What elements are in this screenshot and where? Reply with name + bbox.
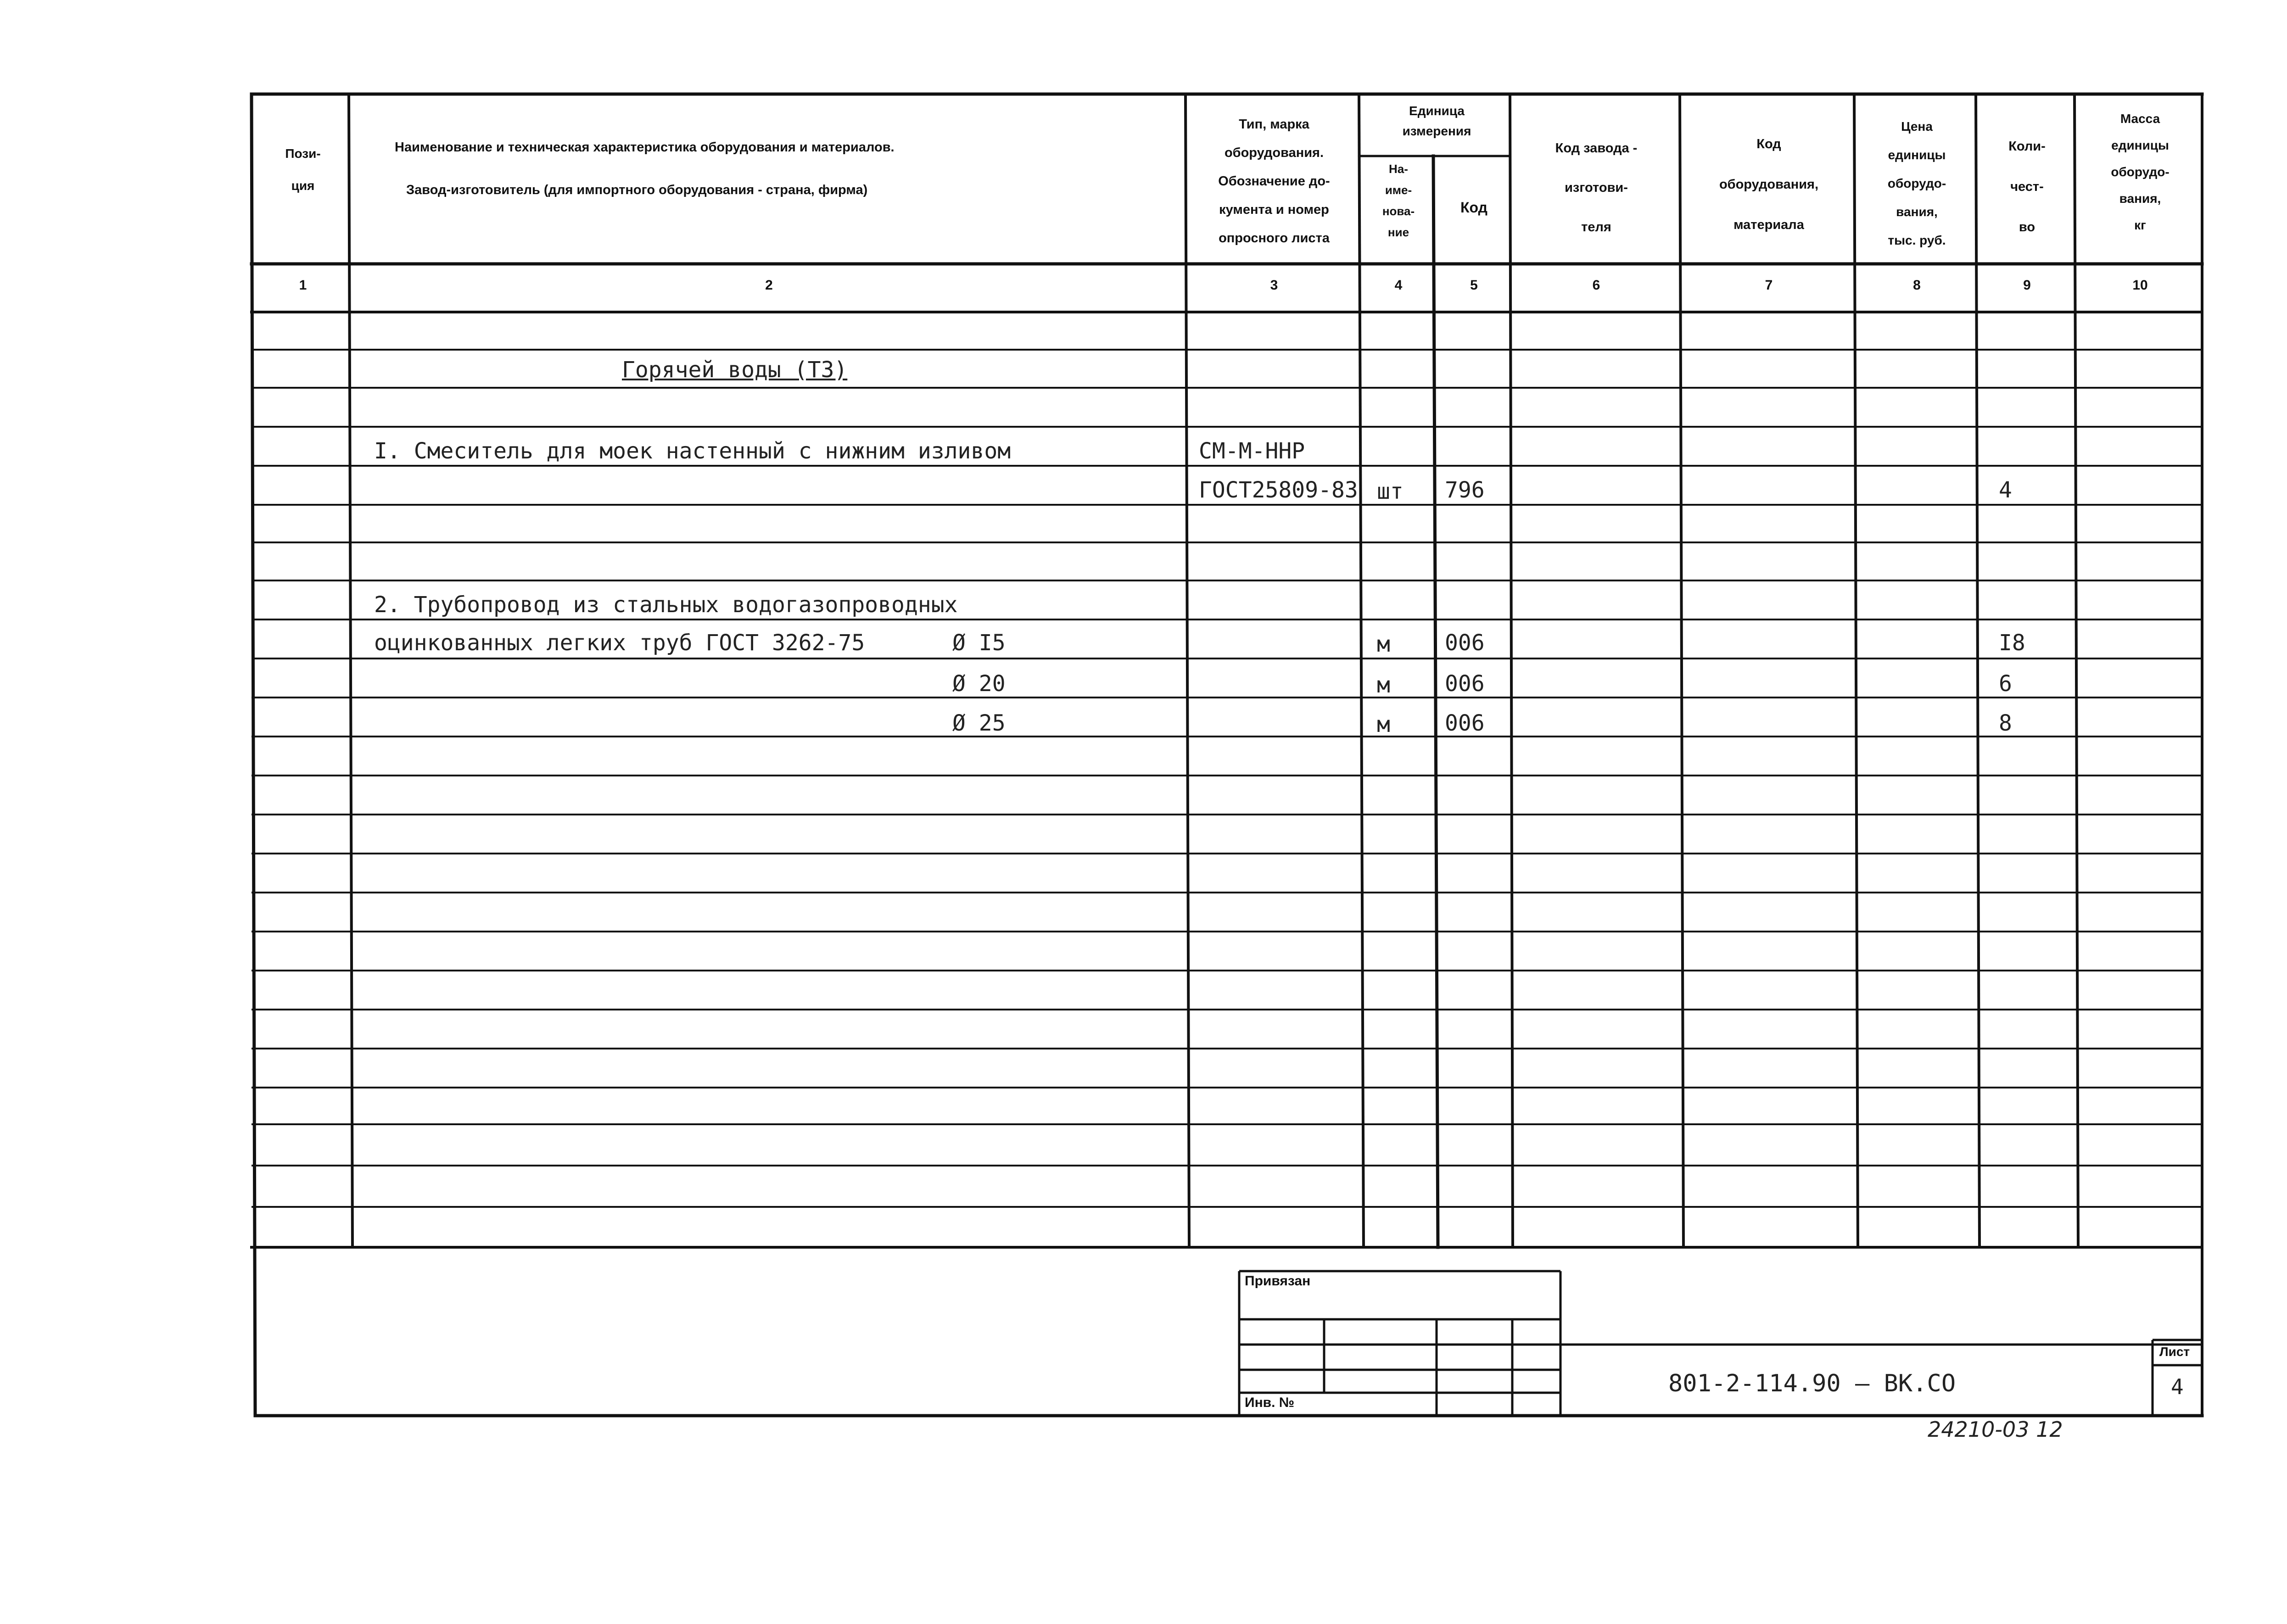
pipe-2-unit: м <box>1377 672 1390 698</box>
column-number-2: 2 <box>765 278 773 293</box>
header-position: Пози- ция <box>285 146 321 193</box>
pipe-1-diameter: Ø I5 <box>952 630 1006 656</box>
section-title: Горячей воды (Т3) <box>622 357 848 383</box>
stamp-sheet-label: Лист <box>2159 1345 2190 1359</box>
pipe-1-unit-code: 006 <box>1445 630 1485 656</box>
column-number-8: 8 <box>1913 278 1921 293</box>
header-unit-group-title: Единица измерения <box>1402 104 1471 138</box>
item-1-name: I. Смеситель для моек настенный с нижним изливом <box>374 438 1011 464</box>
column-number-10: 10 <box>2132 278 2148 293</box>
pipe-1-qty: I8 <box>1999 630 2025 656</box>
header-unit-group: На- име- нова- ние <box>1382 162 1415 239</box>
pipe-2-unit-code: 006 <box>1445 671 1485 697</box>
header-equipment-code: Код оборудования, материала <box>1719 137 1819 232</box>
item-1-qty: 4 <box>1999 477 2012 503</box>
item-1-unit: шт <box>1377 479 1404 504</box>
pipe-3-qty: 8 <box>1999 710 2012 736</box>
column-number-1: 1 <box>299 278 307 293</box>
stamp-privyazan: Привязан <box>1245 1273 1311 1289</box>
item-2-name-line2: оцинкованных легких труб ГОСТ 3262-75 <box>374 630 865 656</box>
column-number-4: 4 <box>1394 278 1403 293</box>
pipe-2-qty: 6 <box>1999 671 2012 697</box>
stamp-document-code: 801-2-114.90 — ВК.СО <box>1668 1370 1956 1397</box>
item-1-doc: ГОСТ25809-83 <box>1199 477 1358 503</box>
pipe-3-unit-code: 006 <box>1445 710 1485 736</box>
column-number-9: 9 <box>2023 278 2031 293</box>
header-quantity: Коли- чест- во <box>2008 139 2046 234</box>
header-price: Цена единицы оборудо- вания, тыс. руб. <box>1887 119 1946 247</box>
pipe-3-unit: м <box>1377 712 1390 737</box>
header-mass: Масса единицы оборудо- вания, кг <box>2111 112 2170 232</box>
header-name-line2: Завод-изготовитель (для импортного оборудования - страна, фирма) <box>406 183 868 197</box>
column-number-6: 6 <box>1592 278 1600 293</box>
stamp-sheet-number: 4 <box>2171 1374 2184 1399</box>
column-number-3: 3 <box>1270 278 1278 293</box>
item-1-unit-code: 796 <box>1445 477 1485 503</box>
header-type-mark: Тип, марка оборудования. Обозначение до- кумента и номер опросного листа <box>1218 117 1330 246</box>
header-unit-code: Код <box>1460 199 1487 216</box>
pipe-1-unit: м <box>1377 631 1390 657</box>
footer-number: 24210-03 12 <box>1928 1417 2063 1442</box>
item-2-name-line1: 2. Трубопровод из стальных водогазопроводных <box>374 592 958 618</box>
header-plant-code: Код завода - изготови- теля <box>1555 141 1638 234</box>
column-number-7: 7 <box>1765 278 1773 293</box>
stamp-inv-number: Инв. № <box>1245 1395 1295 1410</box>
column-number-5: 5 <box>1470 278 1478 293</box>
item-1-type-mark: СМ-М-ННР <box>1199 438 1305 464</box>
pipe-3-diameter: Ø 25 <box>952 710 1006 736</box>
header-name-line1: Наименование и техническая характеристика оборудования и материалов. <box>395 140 895 155</box>
pipe-2-diameter: Ø 20 <box>952 671 1006 697</box>
